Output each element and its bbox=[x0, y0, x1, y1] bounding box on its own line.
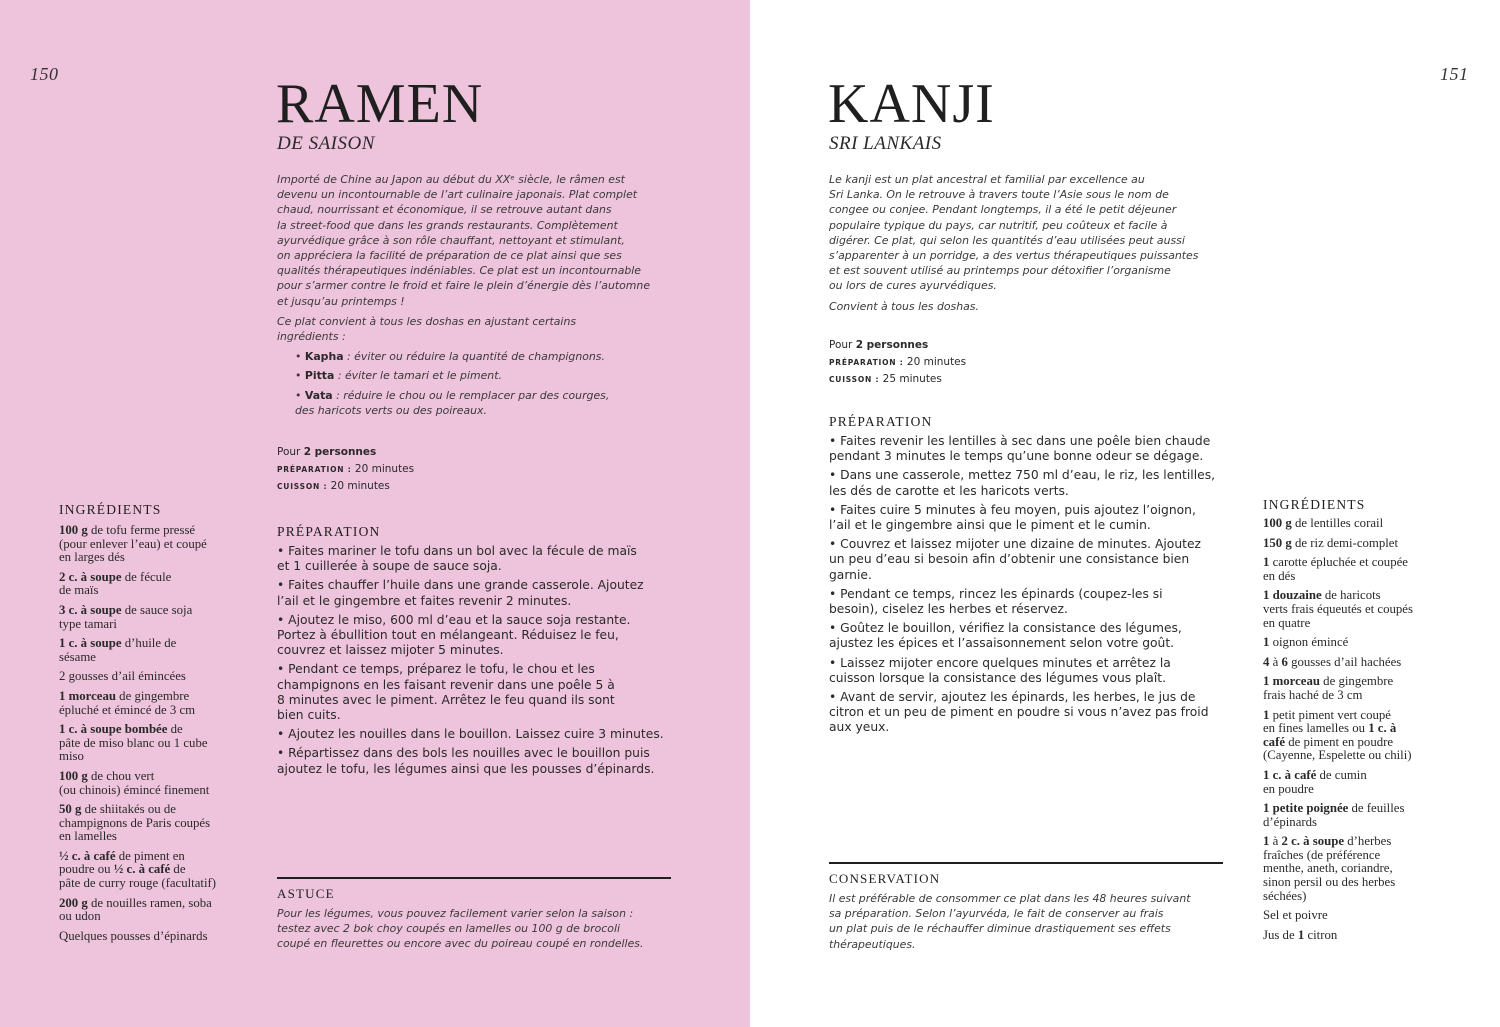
ingredient-quantity: 150 g bbox=[1263, 535, 1292, 550]
step-line: • Laissez mijoter encore quelques minutes et arrêtez la bbox=[829, 655, 1171, 670]
step-line: garnie. bbox=[829, 567, 872, 582]
ingredient-item bbox=[1263, 769, 1463, 796]
intro-line: chaud, nourrissant et économique, il se retrouve autant dans bbox=[277, 203, 612, 217]
ingredient-text: de sauce soja bbox=[121, 602, 193, 617]
ingredient-text: en poudre bbox=[1263, 781, 1314, 796]
intro-paragraph bbox=[277, 172, 677, 309]
ingredient-text: pâte de curry rouge (facultatif) bbox=[59, 876, 217, 891]
preparation-heading: PRÉPARATION bbox=[829, 414, 933, 429]
ingredient-quantity: 1 c. à soupe bombée bbox=[59, 722, 168, 737]
preparation-step bbox=[277, 662, 687, 723]
ingredient-quantity: 1 c. à café bbox=[1263, 767, 1317, 782]
ingredient-text: sésame bbox=[59, 649, 96, 664]
conservation-line: Il est préférable de consommer ce plat dans les 48 heures suivant bbox=[829, 892, 1191, 905]
dosha-item: • Vata : réduire le chou ou le remplacer par des courges, des haricots verts ou des poireaux. bbox=[295, 388, 610, 417]
recipe-subtitle: DE SAISON bbox=[277, 133, 375, 154]
dosha-name: Pitta bbox=[304, 369, 335, 383]
ingredient-text: citron bbox=[1304, 927, 1338, 942]
right-page bbox=[750, 0, 1500, 1027]
ingredient-item bbox=[59, 930, 254, 944]
ingredient-text: de haricots bbox=[1321, 588, 1381, 603]
step-line: • Faites revenir les lentilles à sec dans une poêle bien chaude bbox=[829, 434, 1211, 448]
ingredients-heading: INGRÉDIENTS bbox=[1263, 497, 1366, 512]
tip-line: coupé en fleurettes ou encore avec du poireau coupé en rondelles. bbox=[277, 937, 644, 951]
dosha-item: • Kapha : éviter ou réduire la quantité de champignons. bbox=[295, 350, 605, 364]
ingredient-text: de piment en bbox=[115, 848, 185, 863]
ingredient-quantity: ½ c. à café bbox=[113, 862, 171, 877]
ingredient-text: d’herbes bbox=[1344, 834, 1392, 849]
ingredient-text: de bbox=[170, 862, 186, 877]
intro-line: pour s’armer contre le froid et faire le plein d’énergie dès l’automne bbox=[277, 279, 651, 293]
ingredient-text: de gingembre bbox=[1319, 674, 1394, 689]
ingredient-item bbox=[1263, 835, 1463, 903]
conservation-line: sa préparation. Selon l’ayurvéda, le fait de conserver au frais bbox=[829, 907, 1164, 921]
preparation-step bbox=[277, 613, 687, 659]
ingredient-text: verts frais équeutés et coupés bbox=[1263, 601, 1413, 616]
intro-line: devenu un incontournable de l’art culinaire japonais. Plat complet bbox=[277, 188, 638, 202]
ingredient-item bbox=[59, 690, 254, 717]
ingredient-item bbox=[59, 604, 254, 631]
step-line: l’ail et le gingembre et faites revenir 2 minutes. bbox=[277, 593, 572, 608]
ingredient-item bbox=[1263, 802, 1463, 829]
tip-line: testez avec 2 bok choy coupés en lamelles ou 100 g de brocoli bbox=[277, 922, 621, 936]
ingredient-quantity: 1 c. à soupe bbox=[59, 636, 122, 651]
ingredient-text: épluché et émincé de 3 cm bbox=[59, 702, 196, 717]
ingredient-text: en larges dés bbox=[59, 550, 125, 565]
cook-time: CUISSON : 20 minutes bbox=[277, 480, 390, 492]
recipe-intro bbox=[829, 172, 1239, 314]
servings: Pour 2 personnes bbox=[277, 446, 377, 458]
ingredient-item bbox=[59, 670, 254, 684]
ingredient-text: (Cayenne, Espelette ou chili) bbox=[1263, 748, 1412, 763]
ingredient-item bbox=[59, 803, 254, 844]
cook-time: CUISSON : 25 minutes bbox=[829, 373, 942, 385]
dosha-item: • Pitta : éviter le tamari et le piment. bbox=[295, 369, 502, 383]
ingredient-quantity: 1 morceau bbox=[59, 688, 116, 703]
ingredient-text: de chou vert bbox=[87, 768, 155, 783]
ingredient-quantity: café bbox=[1263, 734, 1286, 749]
ingredient-text: oignon émincé bbox=[1269, 635, 1349, 650]
ingredient-text: en fines lamelles ou bbox=[1263, 721, 1369, 736]
dosha-paragraph bbox=[277, 314, 677, 344]
tip-line: Pour les légumes, vous pouvez facilement varier selon la saison : bbox=[277, 907, 634, 920]
intro-line: Importé de Chine au Japon au début du XXᵉ siècle, le râmen est bbox=[277, 173, 625, 186]
ingredient-text: de piment en poudre bbox=[1285, 734, 1394, 749]
ingredient-quantity: 1 bbox=[1263, 555, 1270, 570]
ingredient-text: en lamelles bbox=[59, 829, 117, 844]
ingredient-text: menthe, aneth, coriandre, bbox=[1263, 861, 1393, 876]
ingredient-text: de lentilles corail bbox=[1291, 516, 1384, 530]
ingredient-item bbox=[1263, 517, 1463, 531]
ingredient-quantity: 1 bbox=[1297, 927, 1305, 942]
ingredient-item bbox=[1263, 537, 1463, 551]
recipe-meta bbox=[829, 337, 966, 388]
preparation-step bbox=[277, 727, 687, 742]
dosha-text: des haricots verts ou des poireaux. bbox=[295, 403, 487, 417]
ingredient-text: de fécule bbox=[121, 569, 172, 584]
ingredient-text: de tofu ferme pressé bbox=[87, 523, 196, 537]
ingredient-item bbox=[1263, 675, 1463, 702]
dosha-paragraph bbox=[829, 299, 1239, 314]
intro-line: et jusqu’au printemps ! bbox=[277, 294, 405, 308]
tip-text bbox=[277, 906, 687, 952]
ingredient-quantity: 200 g bbox=[59, 895, 88, 910]
preparation-step bbox=[829, 434, 1239, 464]
ingredient-quantity: 1 douzaine bbox=[1263, 588, 1322, 603]
intro-line: la street-food que dans les grands restaurants. Complètement bbox=[277, 218, 618, 232]
ingredient-text: d’épinards bbox=[1263, 814, 1318, 829]
intro-line: ou lors de cures ayurvédiques. bbox=[829, 279, 997, 293]
page-number: 150 bbox=[30, 64, 59, 84]
ingredient-quantity: 100 g bbox=[1263, 516, 1292, 530]
conservation-text bbox=[829, 891, 1239, 952]
ingredient-text: Jus de bbox=[1263, 927, 1298, 942]
ingredient-item bbox=[1263, 589, 1463, 630]
ingredient-quantity: 2 c. à soupe bbox=[59, 569, 122, 584]
ingredient-quantity: 100 g bbox=[59, 768, 88, 783]
ingredient-quantity: 3 c. à soupe bbox=[59, 602, 122, 617]
step-line: champignons en les faisant revenir dans une poêle 5 à bbox=[277, 677, 615, 692]
dosha-text: : éviter ou réduire la quantité de champignons. bbox=[343, 350, 605, 364]
ingredient-text: de nouilles ramen, soba bbox=[87, 895, 212, 910]
ingredient-item bbox=[59, 637, 254, 664]
ingredient-text: champignons de Paris coupés bbox=[59, 815, 211, 830]
ingredient-text: ou udon bbox=[59, 909, 101, 924]
step-line: un peu d’eau si besoin afin d’obtenir une consistance bien bbox=[829, 552, 1190, 567]
step-line: • Pendant ce temps, préparez le tofu, le chou et les bbox=[277, 662, 595, 677]
conservation-line: thérapeutiques. bbox=[829, 937, 916, 951]
step-line: • Répartissez dans des bols les nouilles avec le bouillon puis bbox=[277, 746, 650, 761]
dosha-text: : éviter le tamari et le piment. bbox=[334, 369, 502, 383]
ingredient-text: de gingembre bbox=[115, 688, 190, 703]
intro-line: populaire typique du pays, car nutritif, peu coûteux et facile à bbox=[829, 218, 1168, 232]
dosha-line: Ce plat convient à tous les doshas en ajustant certains bbox=[277, 314, 577, 328]
preparation-step bbox=[277, 746, 687, 776]
ingredient-item bbox=[59, 850, 254, 891]
ingredient-text: Quelques pousses d’épinards bbox=[59, 928, 208, 943]
step-line: • Avant de servir, ajoutez les épinards, les herbes, le jus de bbox=[829, 690, 1196, 705]
ingredient-item bbox=[59, 770, 254, 797]
dosha-line: ingrédients : bbox=[277, 330, 346, 344]
ingredient-text: (ou chinois) émincé finement bbox=[59, 782, 210, 797]
dosha-line: Convient à tous les doshas. bbox=[829, 299, 979, 313]
intro-line: et est souvent utilisé au printemps pour détoxifier l’organisme bbox=[829, 264, 1171, 278]
ingredient-quantity: 4 bbox=[1263, 654, 1270, 669]
preparation-step bbox=[829, 656, 1239, 686]
ingredient-quantity: 1 petite poignée bbox=[1263, 801, 1349, 816]
ingredient-item bbox=[59, 524, 254, 565]
step-line: • Couvrez et laissez mijoter une dizaine de minutes. Ajoutez bbox=[829, 537, 1201, 552]
ingredient-quantity: 100 g bbox=[59, 523, 88, 537]
ingredient-quantity: 2 c. à soupe bbox=[1281, 834, 1345, 849]
preparation-step bbox=[829, 690, 1239, 736]
ingredient-text: frais haché de 3 cm bbox=[1263, 687, 1363, 702]
conservation-heading: CONSERVATION bbox=[829, 871, 941, 886]
ingredient-text: de cumin bbox=[1316, 767, 1367, 782]
ingredient-item bbox=[1263, 909, 1463, 923]
ingredient-text: pâte de miso blanc ou 1 cube bbox=[59, 735, 208, 750]
ingredient-text: à bbox=[1269, 654, 1282, 669]
ingredient-quantity: 1 bbox=[1263, 635, 1270, 650]
ingredient-text: poudre ou bbox=[59, 862, 114, 877]
preparation-step bbox=[277, 544, 687, 574]
ingredient-text: fraîches (de préférence bbox=[1263, 847, 1381, 862]
step-line: ajustez les épices et l’assaisonnement selon votre goût. bbox=[829, 636, 1175, 651]
dosha-list bbox=[295, 349, 677, 418]
preparation-step bbox=[829, 468, 1239, 498]
ingredients-list bbox=[1263, 517, 1463, 948]
ingredient-text: en quatre bbox=[1263, 615, 1311, 630]
conservation-line: un plat puis de le réchauffer diminue drastiquement ses effets bbox=[829, 922, 1171, 936]
tip-divider bbox=[277, 877, 671, 879]
ingredient-item bbox=[1263, 656, 1463, 670]
ingredient-text: de bbox=[167, 722, 183, 737]
step-line: aux yeux. bbox=[829, 720, 890, 735]
ingredient-text: gousses d’ail hachées bbox=[1287, 654, 1402, 669]
ingredient-text: à bbox=[1269, 834, 1282, 849]
preparation-step bbox=[829, 503, 1239, 533]
intro-line: Le kanji est un plat ancestral et familial par excellence au bbox=[829, 173, 1145, 186]
ingredient-text: miso bbox=[59, 749, 84, 764]
conservation-divider bbox=[829, 862, 1223, 864]
tip-heading: ASTUCE bbox=[277, 886, 335, 901]
ingredient-item bbox=[1263, 929, 1463, 943]
ingredient-item bbox=[59, 897, 254, 924]
ingredient-text: d’huile de bbox=[121, 636, 177, 651]
page-number: 151 bbox=[1440, 64, 1469, 84]
step-line: besoin), ciselez les herbes et réservez. bbox=[829, 602, 1068, 617]
ingredient-text: Sel et poivre bbox=[1263, 908, 1328, 923]
step-line: couvrez et laissez mijoter 5 minutes. bbox=[277, 643, 504, 658]
ingredient-text: (pour enlever l’eau) et coupé bbox=[59, 536, 207, 551]
ingredient-item bbox=[1263, 636, 1463, 650]
intro-line: ayurvédique grâce à son rôle chauffant, nettoyant et stimulant, bbox=[277, 233, 625, 247]
preparation-step bbox=[829, 587, 1239, 617]
recipe-title: RAMEN bbox=[276, 73, 484, 135]
ingredient-item bbox=[1263, 709, 1463, 763]
ingredient-quantity: 1 bbox=[1263, 707, 1270, 722]
preparation-step bbox=[829, 621, 1239, 651]
preparation-heading: PRÉPARATION bbox=[277, 524, 381, 539]
ingredient-item bbox=[1263, 556, 1463, 583]
ingredient-item bbox=[59, 723, 254, 764]
ingredient-quantity: 50 g bbox=[59, 802, 82, 817]
intro-paragraph bbox=[829, 172, 1239, 294]
preparation-step bbox=[277, 578, 687, 608]
step-line: Portez à ébullition tout en mélangeant. Réduisez le feu, bbox=[277, 628, 619, 643]
step-line: • Ajoutez le miso, 600 ml d’eau et la sauce soja restante. bbox=[277, 612, 631, 627]
step-line: citron et un peu de piment en poudre si vous n’avez pas froid bbox=[829, 705, 1209, 720]
ingredient-quantity: 1 c. à bbox=[1368, 721, 1397, 736]
ingredient-text: de shiitakés ou de bbox=[81, 802, 176, 817]
step-line: • Faites chauffer l’huile dans une grande casserole. Ajoutez bbox=[277, 578, 644, 593]
ingredient-quantity: 1 morceau bbox=[1263, 674, 1320, 689]
recipe-intro bbox=[277, 172, 677, 422]
ingredient-text: en dés bbox=[1263, 568, 1296, 583]
intro-line: qualités thérapeutiques indéniables. Ce plat est un incontournable bbox=[277, 264, 642, 278]
step-line: • Faites mariner le tofu dans un bol avec la fécule de maïs bbox=[277, 544, 637, 558]
ingredient-quantity: ½ c. à café bbox=[59, 848, 116, 863]
recipe-meta bbox=[277, 444, 414, 495]
ingredient-text: carotte épluchée et coupée bbox=[1269, 555, 1408, 570]
step-line: • Ajoutez les nouilles dans le bouillon. Laissez cuire 3 minutes. bbox=[277, 727, 664, 742]
step-line: • Dans une casserole, mettez 750 ml d’eau, le riz, les lentilles, bbox=[829, 468, 1216, 483]
ingredient-quantity: 1 bbox=[1263, 834, 1270, 849]
step-line: l’ail et le gingembre ainsi que le piment et le cumin. bbox=[829, 518, 1151, 533]
servings: Pour 2 personnes bbox=[829, 339, 929, 351]
preparation-steps bbox=[277, 544, 687, 781]
ingredient-text: séchées) bbox=[1263, 888, 1307, 903]
ingredients-list bbox=[59, 524, 254, 949]
step-line: pendant 3 minutes le temps qu’une bonne odeur se dégage. bbox=[829, 449, 1204, 464]
intro-line: Sri Lanka. On le retrouve à travers toute l’Asie sous le nom de bbox=[829, 188, 1169, 202]
ingredients-heading: INGRÉDIENTS bbox=[59, 502, 162, 517]
ingredient-text: petit piment vert coupé bbox=[1269, 707, 1391, 722]
intro-line: digérer. Ce plat, qui selon les quantités d’eau utilisées peut aussi bbox=[829, 233, 1185, 247]
dosha-text: : réduire le chou ou le remplacer par des courges, bbox=[332, 388, 610, 402]
dosha-name: Vata bbox=[304, 388, 333, 402]
step-line: cuisson lorsque la consistance des légumes vous plaît. bbox=[829, 670, 1166, 685]
ingredient-text: de maïs bbox=[59, 583, 99, 598]
intro-line: congee ou conjee. Pendant longtemps, il a été le petit déjeuner bbox=[829, 203, 1177, 217]
preparation-step bbox=[829, 537, 1239, 583]
step-line: 8 minutes avec le piment. Arrêtez le feu quand ils sont bbox=[277, 692, 615, 707]
intro-line: s’apparenter à un porridge, a des vertus thérapeutiques puissantes bbox=[829, 249, 1199, 263]
ingredient-text: de riz demi-complet bbox=[1291, 535, 1399, 550]
ingredient-text: de feuilles bbox=[1348, 801, 1405, 816]
preparation-steps bbox=[829, 434, 1239, 740]
step-line: • Faites cuire 5 minutes à feu moyen, puis ajoutez l’oignon, bbox=[829, 502, 1196, 517]
step-line: • Goûtez le bouillon, vérifiez la consistance des légumes, bbox=[829, 621, 1182, 636]
prep-time: PRÉPARATION : 20 minutes bbox=[829, 356, 967, 368]
step-line: bien cuits. bbox=[277, 708, 341, 723]
ingredient-item bbox=[59, 571, 254, 598]
ingredient-text: sinon persil ou des herbes bbox=[1263, 875, 1396, 890]
prep-time: PRÉPARATION : 20 minutes bbox=[277, 463, 415, 475]
ingredient-quantity: 6 bbox=[1281, 654, 1288, 669]
step-line: les dés de carotte et les haricots verts. bbox=[829, 483, 1069, 498]
recipe-title: KANJI bbox=[828, 73, 995, 135]
ingredient-text: 2 gousses d’ail émincées bbox=[59, 669, 186, 684]
dosha-name: Kapha bbox=[304, 350, 344, 364]
recipe-subtitle: SRI LANKAIS bbox=[829, 133, 942, 154]
step-line: • Pendant ce temps, rincez les épinards (coupez-les si bbox=[829, 586, 1163, 601]
step-line: et 1 cuillerée à soupe de sauce soja. bbox=[277, 559, 502, 574]
intro-line: on appréciera la facilité de préparation de ce plat ainsi que ses bbox=[277, 249, 622, 263]
ingredient-text: type tamari bbox=[59, 616, 117, 631]
step-line: ajoutez le tofu, les légumes ainsi que les pousses d’épinards. bbox=[277, 761, 655, 776]
